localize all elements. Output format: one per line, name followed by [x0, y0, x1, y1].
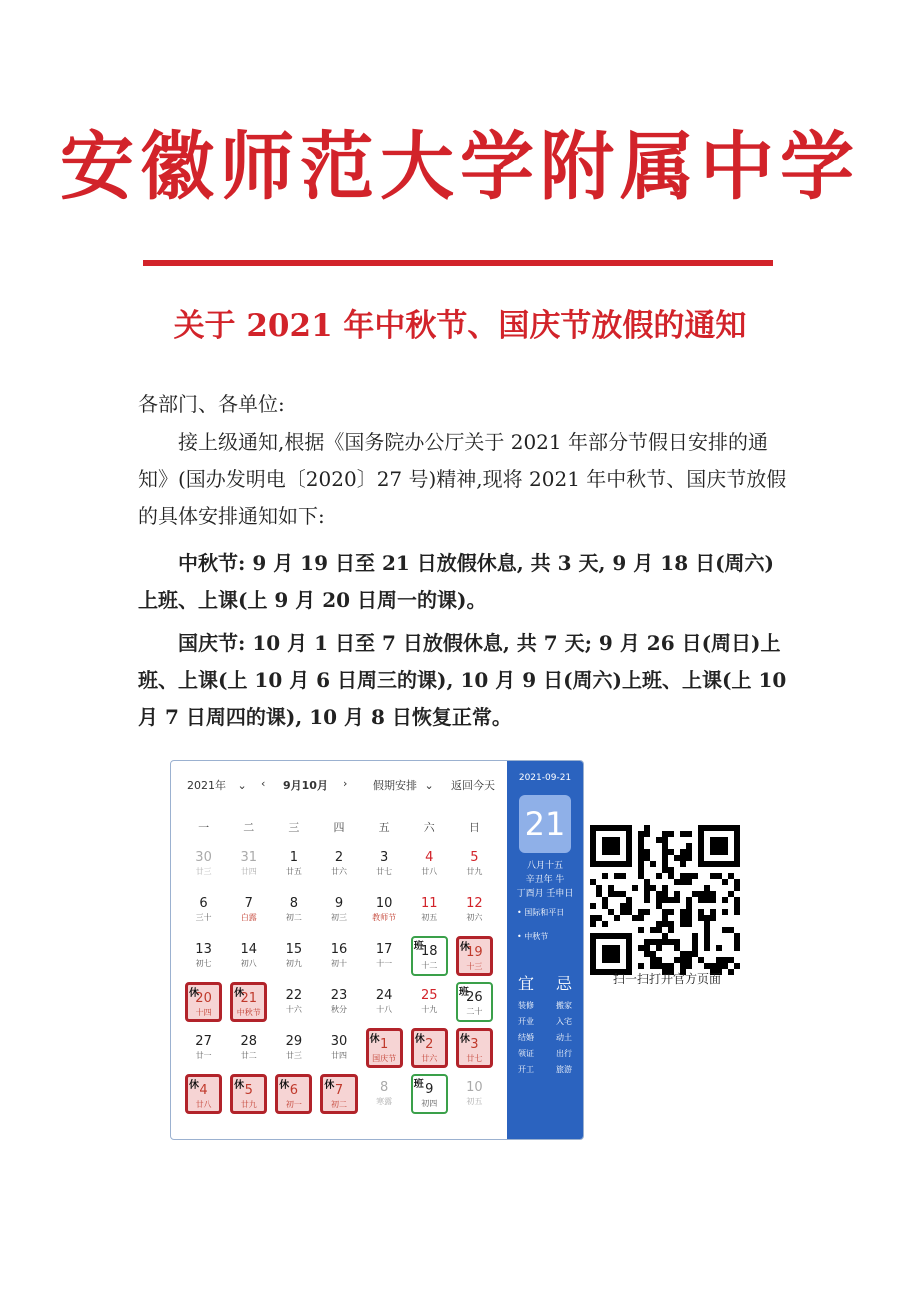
day-number: 9 — [425, 1082, 434, 1097]
day-number: 8 — [379, 1080, 389, 1095]
day-number: 27 — [195, 1034, 212, 1049]
paragraph-national-day: 国庆节: 10 月 1 日至 7 日放假休息, 共 7 天; 9 月 26 日(周日)上班、上课(上 10 月 6 日周三的课), 10 月 9 日(周六)上班、上课(上 10 月 7 日周四的课), 10 月 8 日恢复正常。 — [138, 631, 787, 729]
lunar-date: 白露 — [240, 913, 257, 922]
lunar-date: 廿六 — [330, 867, 347, 876]
lunar-date: 初六 — [466, 913, 483, 922]
calendar-day-cell[interactable] — [230, 890, 267, 930]
calendar-day-cell[interactable] — [275, 1074, 312, 1114]
lunar-date: 廿一 — [195, 1051, 212, 1060]
day-number: 1 — [379, 1037, 389, 1052]
sidebar-ganzhi-day: 丁酉月 壬申日 — [516, 889, 574, 899]
calendar-day-cell[interactable] — [185, 890, 222, 930]
lunar-date: 初五 — [466, 1097, 483, 1106]
calendar-day-cell[interactable] — [185, 982, 222, 1022]
yi-title: 宜 — [517, 974, 534, 993]
sidebar-ganzhi-year: 辛丑年 牛 — [525, 875, 565, 885]
day-number: 11 — [421, 896, 438, 911]
holiday-tag: 休 — [189, 1080, 199, 1091]
workday-tag: 班 — [413, 1079, 424, 1090]
lunar-date: 廿二 — [240, 1051, 257, 1060]
calendar-day-cell[interactable] — [456, 1028, 493, 1068]
day-number: 24 — [375, 988, 393, 1003]
calendar-day-cell[interactable] — [411, 1028, 448, 1068]
holiday-calendar — [170, 760, 584, 1140]
lunar-date: 寒露 — [376, 1097, 393, 1106]
lunar-date: 秋分 — [330, 1005, 347, 1014]
masthead: 安徽师范大学附属中学 — [60, 124, 860, 210]
next-month-icon[interactable]: › — [343, 777, 348, 790]
prev-month-icon[interactable]: ‹ — [261, 777, 266, 790]
calendar-day-cell[interactable] — [320, 844, 357, 884]
day-number: 3 — [379, 850, 389, 865]
ji-item: 动土 — [556, 1033, 572, 1042]
day-number: 14 — [240, 942, 257, 957]
lunar-date: 二十 — [466, 1007, 483, 1016]
weekday-label: 六 — [423, 821, 435, 834]
paragraph-intro: 接上级通知,根据《国务院办公厅关于 2021 年部分节假日安排的通知》(国办发明电〔2020〕27 号)精神,现将 2021 年中秋节、国庆节放假的具体安排通知如下: — [138, 430, 787, 528]
lunar-date: 廿九 — [466, 867, 483, 876]
lunar-date: 十二 — [421, 961, 438, 970]
yi-column — [507, 971, 545, 1078]
calendar-day-cell[interactable] — [275, 982, 312, 1022]
yi-item: 开工 — [518, 1065, 534, 1074]
calendar-day-cell[interactable] — [366, 982, 403, 1022]
yi-item: 装修 — [518, 1001, 534, 1010]
day-number: 31 — [240, 850, 257, 865]
holiday-tag: 休 — [459, 942, 470, 953]
yi-item: 结婚 — [518, 1033, 534, 1042]
calendar-day-cell[interactable] — [185, 844, 222, 884]
lunar-date: 初二 — [330, 1100, 347, 1109]
calendar-day-cell[interactable] — [456, 844, 493, 884]
paragraph-mid-autumn: 中秋节: 9 月 19 日至 21 日放假休息, 共 3 天, 9 月 18 日(周六)上班、上课(上 9 月 20 日周一的课)。 — [138, 551, 774, 612]
lunar-date: 初四 — [421, 1099, 438, 1108]
day-number: 6 — [289, 1083, 298, 1098]
calendar-day-cell[interactable] — [320, 890, 357, 930]
lunar-date: 中秋节 — [236, 1008, 261, 1017]
calendar-grid — [181, 841, 497, 1117]
day-number: 30 — [195, 850, 212, 865]
calendar-day-cell[interactable] — [411, 936, 448, 976]
holiday-select[interactable]: 假期安排 ⌄ — [373, 779, 434, 792]
lunar-date: 廿八 — [195, 1100, 212, 1109]
holiday-tag: 休 — [369, 1034, 380, 1045]
masthead-rule — [143, 260, 773, 266]
salutation: 各部门、各单位: — [138, 392, 285, 416]
lunar-date: 初七 — [195, 959, 212, 968]
day-number: 5 — [470, 850, 479, 865]
day-number: 7 — [244, 896, 253, 911]
day-number: 19 — [466, 945, 483, 960]
holiday-tag: 休 — [189, 988, 199, 999]
qr-caption: 扫一扫打开官方页面 — [612, 972, 721, 986]
day-number: 2 — [425, 1037, 434, 1052]
lunar-date: 初三 — [330, 913, 347, 922]
weekday-label: 五 — [378, 821, 390, 834]
day-number: 6 — [199, 896, 208, 911]
day-number: 9 — [334, 896, 344, 911]
lunar-date: 廿七 — [376, 867, 393, 876]
day-number: 30 — [330, 1034, 348, 1049]
weekday-label: 一 — [198, 821, 210, 834]
day-number: 26 — [466, 990, 483, 1005]
calendar-toolbar — [171, 761, 507, 805]
calendar-day-cell[interactable] — [456, 936, 493, 976]
holiday-tag: 休 — [414, 1034, 425, 1045]
holiday-tag: 休 — [459, 1034, 470, 1045]
calendar-day-cell[interactable] — [185, 936, 222, 976]
qr-code-icon[interactable] — [590, 825, 740, 975]
calendar-main — [171, 761, 507, 1139]
calendar-day-cell[interactable] — [230, 982, 267, 1022]
day-number: 21 — [240, 991, 257, 1006]
calendar-day-cell[interactable] — [230, 936, 267, 976]
day-number: 7 — [334, 1083, 344, 1098]
chevron-down-icon: ⌄ — [424, 779, 434, 792]
day-number: 16 — [330, 942, 348, 957]
lunar-date: 廿五 — [285, 867, 302, 876]
day-number: 25 — [421, 988, 438, 1003]
calendar-day-cell[interactable] — [230, 1074, 267, 1114]
calendar-day-cell[interactable] — [275, 936, 312, 976]
lunar-date: 十四 — [195, 1008, 212, 1017]
sidebar-lunar: 八月十五 — [526, 861, 563, 871]
lunar-date: 十九 — [421, 1005, 438, 1014]
calendar-sidebar — [507, 761, 583, 1139]
notice-title: 关于 2021 年中秋节、国庆节放假的通知 — [173, 308, 747, 344]
back-to-today-button[interactable]: 返回今天 — [451, 779, 495, 792]
sidebar-date: 2021-09-21 — [518, 773, 572, 783]
calendar-day-cell[interactable] — [366, 1028, 403, 1068]
lunar-date: 廿七 — [466, 1054, 483, 1063]
lunar-date: 初九 — [285, 959, 302, 968]
calendar-day-cell[interactable] — [366, 936, 403, 976]
calendar-day-cell[interactable] — [320, 936, 357, 976]
lunar-date: 国庆节 — [372, 1054, 397, 1063]
ji-item: 搬家 — [556, 1001, 572, 1010]
month-label: 9月10月 — [283, 779, 328, 792]
workday-tag: 班 — [458, 987, 469, 998]
lunar-date: 教师节 — [372, 913, 397, 922]
lunar-date: 廿八 — [421, 867, 438, 876]
lunar-date: 廿三 — [195, 867, 212, 876]
ji-item: 旅游 — [556, 1065, 572, 1074]
day-number: 2 — [334, 850, 344, 865]
chevron-down-icon: ⌄ — [237, 779, 247, 792]
calendar-day-cell[interactable] — [411, 982, 448, 1022]
holiday-tag: 休 — [279, 1080, 290, 1091]
holiday-tag: 休 — [234, 1080, 245, 1091]
calendar-day-cell[interactable] — [366, 890, 403, 930]
calendar-day-cell[interactable] — [411, 844, 448, 884]
ji-item: 出行 — [556, 1049, 572, 1058]
lunar-date: 初八 — [240, 959, 257, 968]
lunar-date: 廿三 — [285, 1051, 302, 1060]
day-number: 1 — [289, 850, 298, 865]
day-number: 8 — [289, 896, 298, 911]
calendar-day-cell[interactable] — [275, 844, 312, 884]
ji-item: 入宅 — [556, 1017, 572, 1026]
yi-item: 开业 — [518, 1017, 534, 1026]
workday-tag: 班 — [413, 941, 424, 952]
lunar-date: 廿四 — [330, 1051, 347, 1060]
sidebar-festival: • 国际和平日 — [517, 908, 565, 917]
day-number: 17 — [375, 942, 393, 957]
calendar-day-cell[interactable] — [275, 890, 312, 930]
day-number: 4 — [425, 850, 434, 865]
holiday-tag: 休 — [324, 1080, 335, 1091]
weekday-header — [181, 819, 497, 835]
lunar-date: 十六 — [285, 1005, 302, 1014]
day-number: 10 — [466, 1080, 483, 1095]
lunar-date: 廿四 — [240, 867, 257, 876]
calendar-day-cell[interactable] — [230, 844, 267, 884]
weekday-label: 四 — [333, 821, 345, 834]
day-number: 4 — [199, 1083, 208, 1098]
yi-item: 领证 — [518, 1049, 534, 1058]
calendar-day-cell[interactable] — [320, 982, 357, 1022]
lunar-date: 十八 — [376, 1005, 393, 1014]
day-number: 15 — [285, 942, 303, 957]
lunar-date: 十一 — [376, 959, 393, 968]
calendar-day-cell[interactable] — [456, 1074, 493, 1114]
holiday-tag: 休 — [234, 988, 245, 999]
lunar-date: 初五 — [421, 913, 438, 922]
day-number: 20 — [195, 991, 212, 1006]
day-number: 28 — [240, 1034, 257, 1049]
calendar-day-cell[interactable] — [366, 1074, 403, 1114]
lunar-date: 三十 — [195, 913, 212, 922]
day-number: 18 — [421, 944, 438, 959]
sidebar-big-day: 21 — [519, 795, 571, 853]
lunar-date: 初二 — [285, 913, 302, 922]
calendar-day-cell[interactable] — [185, 1074, 222, 1114]
lunar-date: 初十 — [330, 959, 347, 968]
weekday-label: 日 — [468, 821, 480, 834]
calendar-day-cell[interactable] — [456, 890, 493, 930]
calendar-day-cell[interactable] — [320, 1028, 357, 1068]
weekday-label: 三 — [288, 821, 300, 834]
calendar-day-cell[interactable] — [230, 1028, 267, 1068]
day-number: 10 — [375, 896, 393, 911]
calendar-day-cell[interactable] — [275, 1028, 312, 1068]
lunar-date: 十三 — [466, 962, 483, 971]
day-number: 22 — [285, 988, 303, 1003]
calendar-day-cell[interactable] — [366, 844, 403, 884]
ji-column — [545, 971, 583, 1078]
lunar-date: 廿六 — [421, 1054, 438, 1063]
lunar-date: 初一 — [285, 1100, 302, 1109]
calendar-day-cell[interactable] — [320, 1074, 357, 1114]
calendar-day-cell[interactable] — [185, 1028, 222, 1068]
sidebar-festival: • 中秋节 — [517, 932, 549, 941]
day-number: 5 — [244, 1083, 253, 1098]
day-number: 23 — [330, 988, 348, 1003]
ji-title: 忌 — [555, 974, 572, 993]
day-number: 12 — [466, 896, 483, 911]
calendar-day-cell[interactable] — [456, 982, 493, 1022]
weekday-label: 二 — [243, 821, 255, 834]
yi-ji-panel — [507, 971, 583, 1078]
day-number: 3 — [470, 1037, 479, 1052]
year-select[interactable]: 2021年 ⌄ — [187, 779, 247, 792]
day-number: 13 — [195, 942, 212, 957]
day-number: 29 — [285, 1034, 303, 1049]
calendar-day-cell[interactable] — [411, 890, 448, 930]
calendar-day-cell[interactable] — [411, 1074, 448, 1114]
lunar-date: 廿九 — [240, 1100, 257, 1109]
